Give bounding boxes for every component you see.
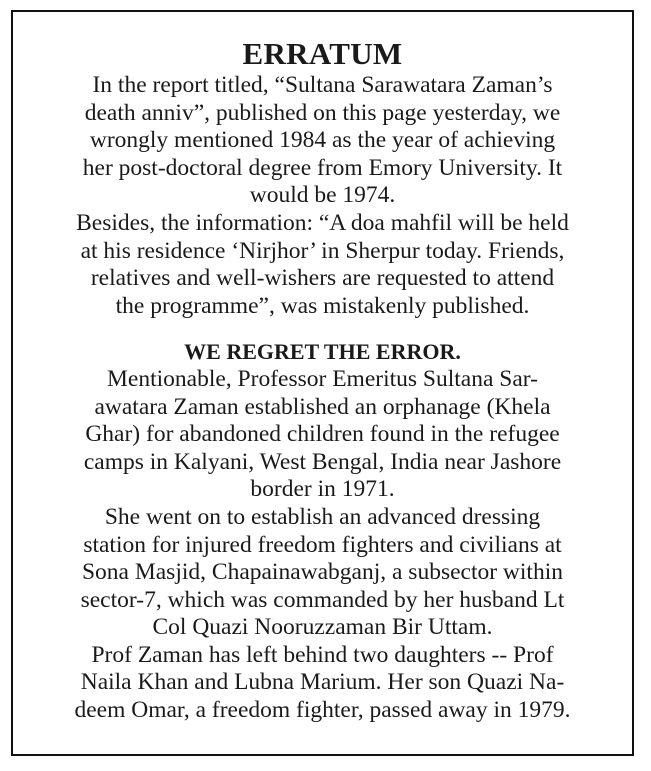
text-line: Col Quazi Nooruzzaman Bir Uttam. <box>152 614 493 641</box>
text-line: awatara Zaman established an orphanage (Khela <box>94 393 551 420</box>
paragraph-mistaken-info <box>13 210 632 320</box>
text-line: would be 1974. <box>249 182 396 209</box>
paragraph-family <box>13 642 632 725</box>
text-line: Ghar) for abandoned children found in the refugee <box>85 421 560 448</box>
regret-heading: WE REGRET THE ERROR. <box>184 339 461 365</box>
text-line: her post-doctoral degree from Emory University. It <box>82 154 563 181</box>
section-spacer <box>13 320 632 338</box>
text-line: Naila Khan and Lubna Marium. Her son Quazi Na- <box>80 669 565 696</box>
text-line: deem Omar, a freedom fighter, passed away in 1979. <box>74 697 571 724</box>
text-line: Sona Masjid, Chapainawabganj, a subsector within <box>81 559 563 586</box>
text-line: wrongly mentioned 1984 as the year of achieving <box>89 127 556 154</box>
text-line: death anniv”, published on this page yesterday, we <box>84 99 561 126</box>
paragraph-correction <box>13 72 632 210</box>
paragraph-orphanage <box>13 366 632 504</box>
text-line: camps in Kalyani, West Bengal, India near Jashore <box>83 448 562 475</box>
text-line: sector-7, which was commanded by her husband Lt <box>80 586 565 613</box>
text-line: at his residence ‘Nirjhor’ in Sherpur today. Friends, <box>80 237 565 264</box>
erratum-box <box>11 10 634 756</box>
erratum-title: ERRATUM <box>242 36 403 71</box>
erratum-content <box>13 36 632 725</box>
paragraph-dressing-station <box>13 504 632 642</box>
text-line: relatives and well-wishers are requested to attend <box>90 265 555 292</box>
text-line: the programme”, was mistakenly published. <box>115 292 530 319</box>
text-line: Besides, the information: “A doa mahfil will be held <box>76 209 569 236</box>
text-line: border in 1971. <box>250 476 395 503</box>
text-line: In the report titled, “Sultana Sarawatara Zaman’s <box>92 72 553 98</box>
text-line: She went on to establish an advanced dressing <box>104 503 541 530</box>
text-line: Mentionable, Professor Emeritus Sultana Sar- <box>107 365 538 392</box>
text-line: Prof Zaman has left behind two daughters -- Prof <box>91 641 554 668</box>
text-line: station for injured freedom fighters and civilians at <box>83 531 562 558</box>
